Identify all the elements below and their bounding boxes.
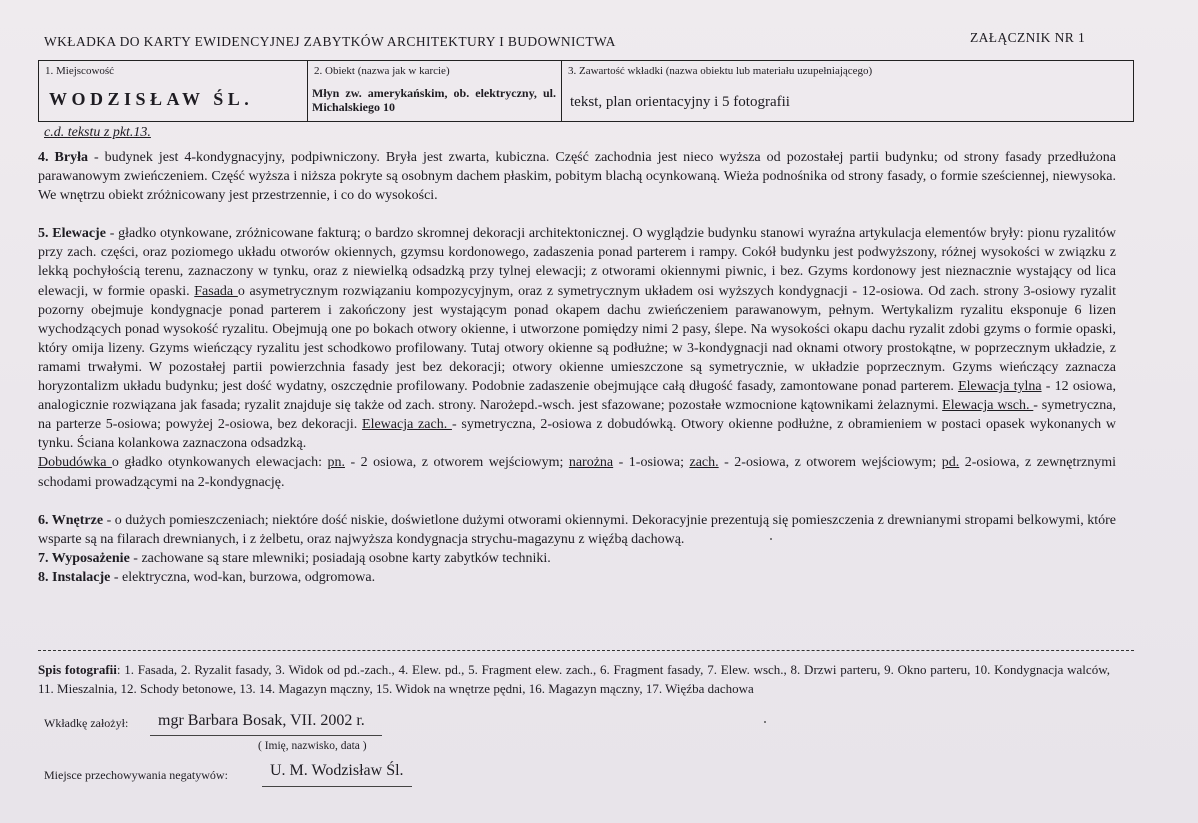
section-8 xyxy=(38,568,1116,587)
section-4-title: 4. Bryła xyxy=(38,150,88,165)
made-by-value: mgr Barbara Bosak, VII. 2002 r. xyxy=(158,712,365,729)
document-title: WKŁADKA DO KARTY EWIDENCYJNEJ ZABYTKÓW ARCHITEKTURY I BUDOWNICTWA xyxy=(44,34,616,49)
place-label: 1. Miejscowość xyxy=(45,65,115,77)
section-7 xyxy=(38,549,1116,568)
place-value: WODZISŁAW ŚL. xyxy=(49,89,254,109)
object-field xyxy=(308,60,562,122)
negatives-label: Miejsce przechowywania negatywów: xyxy=(44,768,228,782)
photo-list-label: Spis fotografii xyxy=(38,662,117,677)
section-6-title: 6. Wnętrze xyxy=(38,512,104,528)
negatives-value: U. M. Wodzisław Śl. xyxy=(270,762,404,779)
section-4 xyxy=(38,148,1116,205)
section-5-text-c: - 12 osiowa, analogicznie rozwiązana jak fasada; ryzalit znajduje się także od zach. strony. Narożepd.-wsch. jest sfazowane; pozostałe wzmocnione kątownikami żelaznymi. xyxy=(38,379,1117,414)
contents-label: 3. Zawartość wkładki (nazwa obiektu lub materiału uzupełniającego) xyxy=(568,65,873,77)
section-5-text-f: o gładko otynkowanych elewacjach: xyxy=(111,455,328,471)
made-by-note: ( Imię, nazwisko, data ) xyxy=(258,740,367,752)
fasada-label: Fasada xyxy=(194,283,238,299)
section-7-title: 7. Wyposażenie xyxy=(38,550,130,566)
dobudowka-label: Dobudówka xyxy=(38,455,112,471)
made-by-line xyxy=(150,735,382,736)
section-5-text-g: - 2 osiowa, z otworem wejściowym; xyxy=(344,455,569,471)
section-7-text: - zachowane są stare mlewniki; posiadają osobne karty zabytków techniki. xyxy=(129,550,551,566)
section-5-text-a: - gładko otynkowane, zróżnicowane fakturą; o bardzo skromnej dekoracji architektonicznej. O wyglądzie budynku stanowi wyraźna artykulacja elementów bryły: pionu ryzalitów przy zach. części, oraz poziomego układu otworów okiennych, gzymsu kordonowego, zadaszenia ponad parterem i rampy. Cokół budynku jest podwyższony, różnej wysokości w związku z lekką pochyłością terenu, zaznaczony w tynku, oraz z niewielką odsadzką przy tylnej elewacji; z otworami okiennymi piwnic, i bez. Gzyms kordonowy jest nieznacznie wystający od lica elewacji, w formie opaski. xyxy=(38,226,1116,299)
speck xyxy=(770,538,772,540)
place-field xyxy=(38,60,308,122)
section-8-text: - elektryczna, wod-kan, burzowa, odgromowa. xyxy=(110,569,376,585)
document-body xyxy=(38,148,1116,587)
section-6 xyxy=(38,511,1116,549)
section-5-text-i: - 2-osiowa, z otworem wejściowym; xyxy=(718,455,942,471)
pn-label: pn. xyxy=(327,455,345,471)
pd-label: pd. xyxy=(941,455,960,471)
section-5-annex xyxy=(38,453,1116,491)
section-5-text-d: - symetryczna, na parterze 5-osiowa; powyżej 2-osiowa, bez dekoracji. xyxy=(38,398,1116,433)
contents-field xyxy=(562,60,1134,122)
section-5-text-e: - symetryczna, 2-osiowa z dobudówką. Otwory okienne podłużne, z obramieniem w postaci opasek wykonanych w tynku. Ściana kolankowa zaznaczona odsadzką. xyxy=(38,417,1116,452)
object-value: Młyn zw. amerykańskim, ob. elektryczny, ul. Michalskiego 10 xyxy=(312,86,556,114)
section-5-text-j: 2-osiowa, z zewnętrznymi schodami prowadzącymi na 2-kondygnację. xyxy=(38,455,1116,490)
zach-label: zach. xyxy=(689,455,719,471)
attachment-number: ZAŁĄCZNIK NR 1 xyxy=(970,30,1086,45)
speck xyxy=(764,721,766,723)
section-8-title: 8. Instalacje xyxy=(38,569,111,585)
dashed-separator xyxy=(38,650,1134,651)
made-by-label: Wkładkę założył: xyxy=(44,716,129,730)
section-5-text-b: o asymetrycznym rozwiązaniu kompozycyjnym, oraz z symetrycznym układem osi wyższych kondygnacji - 12-osiowa. Od zach. strony 3-osiowy ryzalit pozorny obejmuje kondygnacje ponad parterem i zakończony jest wystającym ponad okapem dachu zwieńczeniem parawanowym, pełnym. Wertykalizm ryzalitu eksponuje 6 lizen wychodzących ponad wysokość ryzalitu. Obejmują one po bokach otwory okienne, i utworzone pomiędzy nimi 2 pasy, ślepe. Na wysokości okapu dachu ryzalit zdobi gzyms o formie opaski, który omija lizeny. Gzyms wieńczący ryzalitu jest schodkowo profilowany. Tutaj otwory okienne są podłużne; w 3-kondygnacji nad oknami otwory prostokątne, w poprzecznym układzie, z ramami trwałymi. W pozostałej partii powierzchnia fasady jest bez dekoracji; otwory okienne umieszczone są symetrycznie, w układzie poprzecznym. Gzyms wieńczący zaznacza horyzontalizm układu budynku; jest dość wydatny, oszczędnie profilowany. Podobnie zadaszenie obejmujące całą długość fasady, zamontowane ponad parterem. xyxy=(38,283,1116,395)
continuation-note: c.d. tekstu z pkt.13. xyxy=(44,125,151,140)
narozna-label: narożna xyxy=(568,455,614,471)
elewacja-tylna-label: Elewacja tylna xyxy=(958,379,1042,395)
elewacja-zach-label: Elewacja zach. xyxy=(362,417,452,433)
photo-list-text: : 1. Fasada, 2. Ryzalit fasady, 3. Widok od pd.-zach., 4. Elew. pd., 5. Fragment elew. zach., 6. Fragment fasady, 7. Elew. wsch., 8. Drzwi parteru, 9. Okno parteru, 10. Kondygnacja walców, 11. Mieszalnia, 12. Schody betonowe, 13. 14. Magazyn mączny, 15. Widok na wnętrze pędni, 16. Magazyn mączny, 17. Więźba dachowa xyxy=(38,662,1110,696)
contents-value: tekst, plan orientacyjny i 5 fotografii xyxy=(570,94,790,110)
elewacja-wsch-label: Elewacja wsch. xyxy=(942,398,1034,414)
section-5-title: 5. Elewacje xyxy=(38,226,106,242)
negatives-line xyxy=(262,786,412,787)
section-5-text-h: - 1-osiowa; xyxy=(613,455,690,471)
section-6-text: - o dużych pomieszczeniach; niektóre dość niskie, doświetlone dużymi otworami okiennymi. Dekoracyjnie prezentują się pomieszczenia z drewnianymi stropami belkowymi, które wsparte są na filarach drewnianych, i z żelbetu, oraz najwyższa kondygnacja strychu-magazynu z więźbą dachową. xyxy=(38,512,1116,547)
section-5 xyxy=(38,224,1116,453)
photo-list xyxy=(38,660,1110,698)
section-4-text: - budynek jest 4-kondygnacyjny, podpiwniczony. Bryła jest zwarta, kubiczna. Część zachodnia jest nieco wyższa od pozostałej partii budynku; od strony fasady przedłużona parawanowym zwieńczeniem. Część wyższa i niższa pokryte są osobnym dachem płaskim, pobitym blachą ocynkowaną. Wieża podnośnika od strony fasady, o formie sześciennej, niewysoka. We wnętrzu obiekt zróżnicowany jest przestrzennie, i co do wysokości. xyxy=(38,150,1116,204)
object-label: 2. Obiekt (nazwa jak w karcie) xyxy=(314,65,450,77)
